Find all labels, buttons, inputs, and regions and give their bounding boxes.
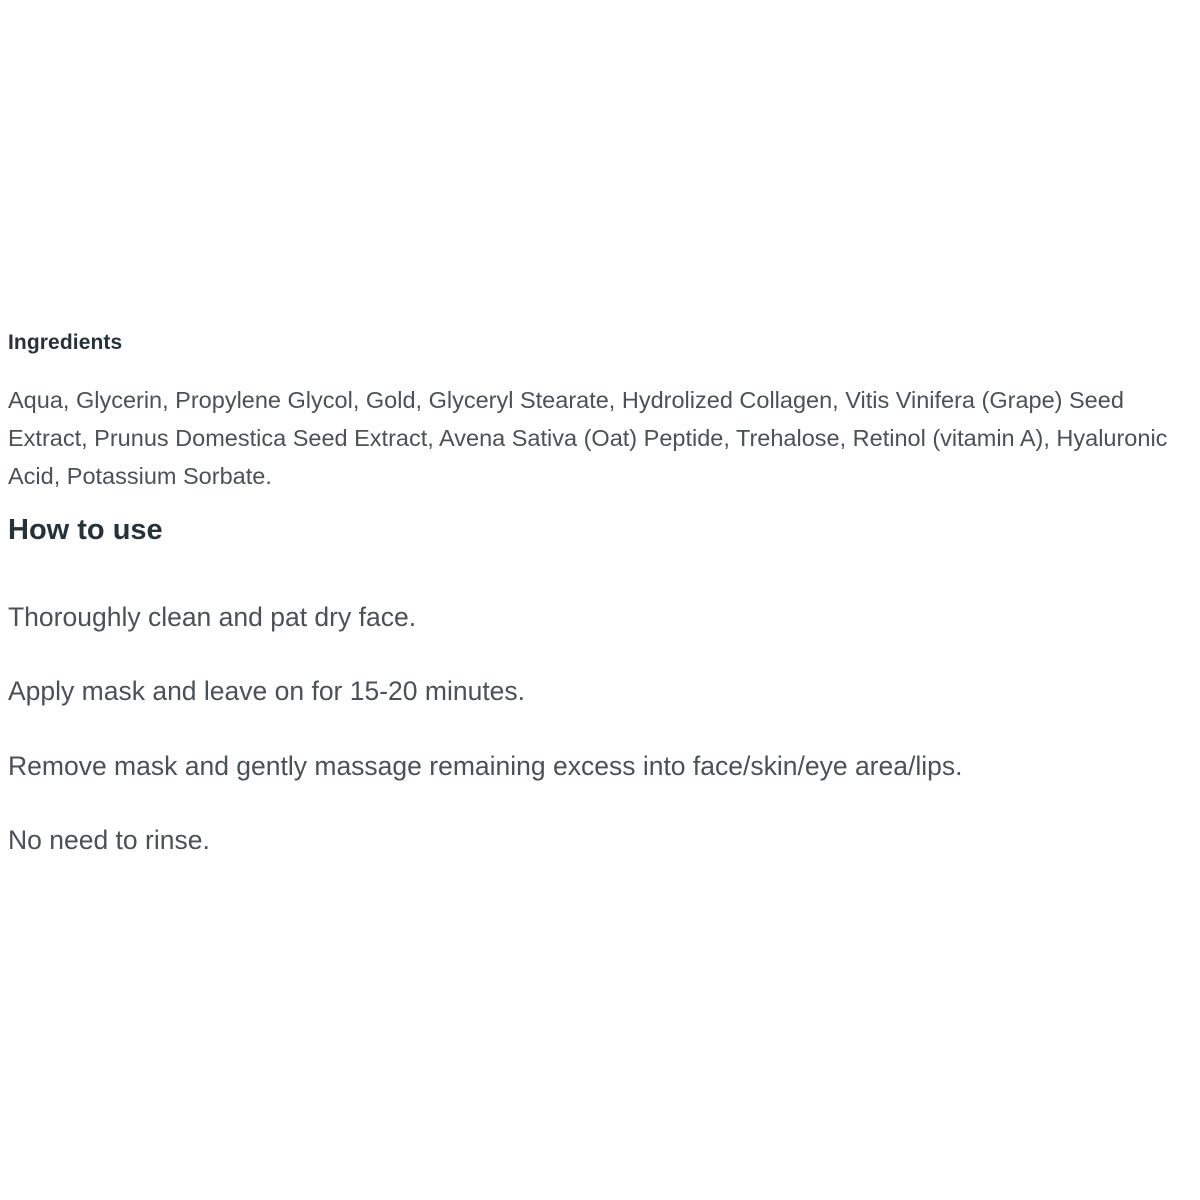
how-to-use-steps	[8, 600, 1200, 858]
content-area	[8, 330, 1200, 858]
how-to-use-step: Remove mask and gently massage remaining excess into face/skin/eye area/lips.	[8, 750, 963, 781]
how-to-use-step: No need to rinse.	[8, 825, 210, 856]
ingredients-heading: Ingredients	[8, 331, 123, 354]
how-to-use-step: Apply mask and leave on for 15-20 minutes.	[8, 676, 526, 707]
how-to-use-heading: How to use	[8, 514, 163, 547]
how-to-use-step: Thoroughly clean and pat dry face.	[8, 601, 417, 632]
ingredients-list-text: Aqua, Glycerin, Propylene Glycol, Gold, Glyceryl Stearate, Hydrolized Collagen, Vitis Vinifera (Grape) Seed Extract, Prunus Domestica Seed Extract, Avena Sativa (Oat) Peptide, Trehalose, Retinol (vitamin A), Hyaluronic Acid, Potassium Sorbate.	[8, 387, 1168, 490]
